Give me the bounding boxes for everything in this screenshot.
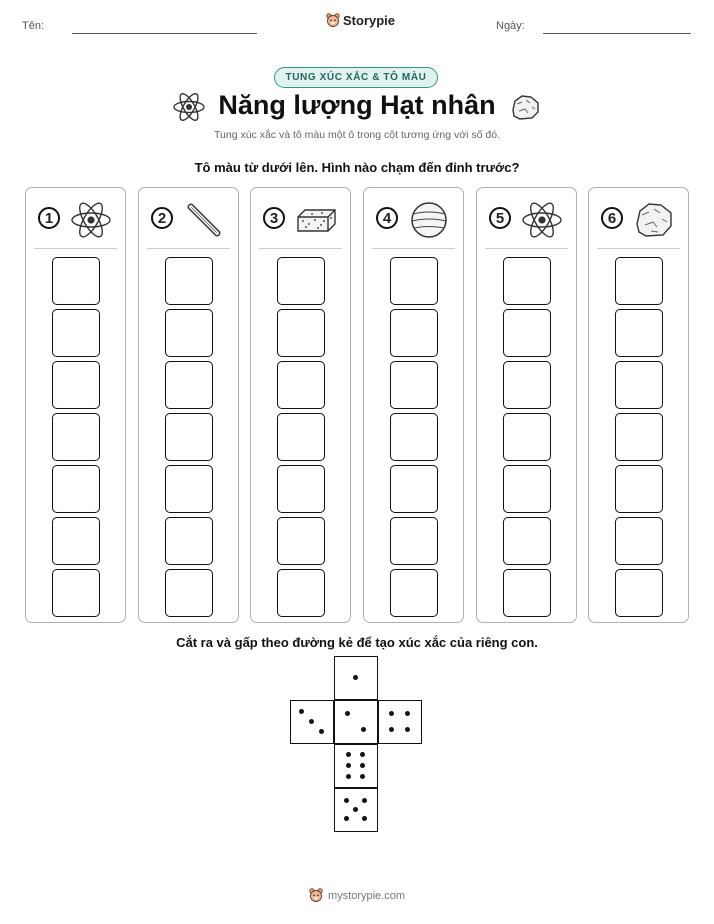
footer	[0, 888, 714, 903]
dice-pip	[360, 763, 365, 768]
atom-icon	[172, 92, 206, 122]
color-box[interactable]	[165, 517, 213, 565]
column-header	[147, 196, 230, 249]
color-box[interactable]	[390, 465, 438, 513]
dice-pip	[346, 752, 351, 757]
color-box[interactable]	[503, 517, 551, 565]
column-number: 5	[489, 207, 511, 229]
dice-column-5	[476, 187, 577, 623]
dice-pip	[345, 711, 350, 716]
color-box[interactable]	[390, 257, 438, 305]
column-number: 3	[263, 207, 285, 229]
fuel-rod-icon	[181, 198, 227, 242]
color-box[interactable]	[390, 361, 438, 409]
date-field[interactable]	[543, 33, 691, 34]
name-field[interactable]	[72, 33, 257, 34]
dice-instruction: Cắt ra và gấp theo đường kẻ để tạo xúc xắc của riêng con.	[176, 635, 538, 650]
dice-pip	[346, 763, 351, 768]
color-box[interactable]	[277, 569, 325, 617]
dice-pip	[344, 798, 349, 803]
color-box[interactable]	[52, 517, 100, 565]
brick-icon	[293, 198, 339, 242]
footer-url: mystorypie.com	[327, 889, 406, 902]
color-box[interactable]	[165, 569, 213, 617]
dice-pip	[389, 727, 394, 732]
rock-icon	[631, 198, 677, 242]
atom-icon	[519, 198, 565, 242]
color-box[interactable]	[615, 569, 663, 617]
subtitle: Tung xúc xắc và tô màu một ô trong cột tương ứng với số đó.	[214, 129, 500, 141]
color-box[interactable]	[615, 413, 663, 461]
color-box[interactable]	[503, 309, 551, 357]
color-box[interactable]	[503, 569, 551, 617]
dice-face-2	[334, 700, 378, 744]
dice-pip	[319, 729, 324, 734]
color-box[interactable]	[277, 361, 325, 409]
dice-pip	[309, 719, 314, 724]
color-box[interactable]	[390, 517, 438, 565]
dice-pip	[299, 709, 304, 714]
dice-pip	[346, 774, 351, 779]
color-box[interactable]	[165, 465, 213, 513]
color-box[interactable]	[165, 257, 213, 305]
column-header	[485, 196, 568, 249]
color-box[interactable]	[52, 361, 100, 409]
dice-pip	[353, 675, 358, 680]
brand-name: Storypie	[343, 13, 396, 28]
color-box[interactable]	[277, 413, 325, 461]
dice-pip	[405, 711, 410, 716]
dice-pip	[362, 798, 367, 803]
dice-pip	[344, 816, 349, 821]
dice-pip	[360, 752, 365, 757]
dice-pip	[389, 711, 394, 716]
dice-pip	[405, 727, 410, 732]
color-box[interactable]	[390, 309, 438, 357]
dice-face-1	[334, 656, 378, 700]
column-header	[34, 196, 117, 249]
dice-face-6	[334, 744, 378, 788]
color-box[interactable]	[503, 413, 551, 461]
brand-logo	[326, 13, 395, 28]
color-box[interactable]	[503, 361, 551, 409]
dice-column-6	[588, 187, 689, 623]
dice-column-4	[363, 187, 464, 623]
rock-icon	[508, 92, 542, 122]
bear-icon	[326, 13, 340, 28]
dice-pip	[353, 807, 358, 812]
column-header	[372, 196, 455, 249]
activity-badge: TUNG XÚC XẮC & TÔ MÀU	[274, 67, 438, 88]
color-box[interactable]	[277, 309, 325, 357]
color-box[interactable]	[615, 465, 663, 513]
column-number: 2	[151, 207, 173, 229]
color-box[interactable]	[615, 361, 663, 409]
color-box[interactable]	[503, 257, 551, 305]
dice-column-3	[250, 187, 351, 623]
color-box[interactable]	[165, 309, 213, 357]
color-box[interactable]	[165, 413, 213, 461]
dice-net	[290, 656, 424, 834]
dice-pip	[361, 727, 366, 732]
color-box[interactable]	[52, 569, 100, 617]
color-box[interactable]	[390, 413, 438, 461]
color-box[interactable]	[615, 309, 663, 357]
dice-face-4	[378, 700, 422, 744]
page-title: Năng lượng Hạt nhân	[218, 90, 496, 120]
color-box[interactable]	[52, 413, 100, 461]
color-box[interactable]	[277, 517, 325, 565]
color-box[interactable]	[52, 257, 100, 305]
coloring-instruction: Tô màu từ dưới lên. Hình nào chạm đến đỉnh trước?	[194, 160, 520, 175]
column-header	[597, 196, 680, 249]
planet-icon	[406, 198, 452, 242]
atom-icon	[68, 198, 114, 242]
dice-column-2	[138, 187, 239, 623]
color-box[interactable]	[52, 465, 100, 513]
dice-pip	[362, 816, 367, 821]
dice-face-3	[290, 700, 334, 744]
column-header	[259, 196, 342, 249]
color-box[interactable]	[52, 309, 100, 357]
color-box[interactable]	[615, 257, 663, 305]
color-box[interactable]	[615, 517, 663, 565]
color-box[interactable]	[277, 465, 325, 513]
bear-icon	[309, 888, 323, 903]
color-box[interactable]	[165, 361, 213, 409]
dice-column-1	[25, 187, 126, 623]
color-box[interactable]	[390, 569, 438, 617]
color-box[interactable]	[277, 257, 325, 305]
column-number: 1	[38, 207, 60, 229]
column-number: 6	[601, 207, 623, 229]
color-box[interactable]	[503, 465, 551, 513]
dice-face-5	[334, 788, 378, 832]
column-number: 4	[376, 207, 398, 229]
name-label: Tên:	[22, 20, 45, 32]
dice-pip	[360, 774, 365, 779]
date-label: Ngày:	[496, 20, 525, 32]
